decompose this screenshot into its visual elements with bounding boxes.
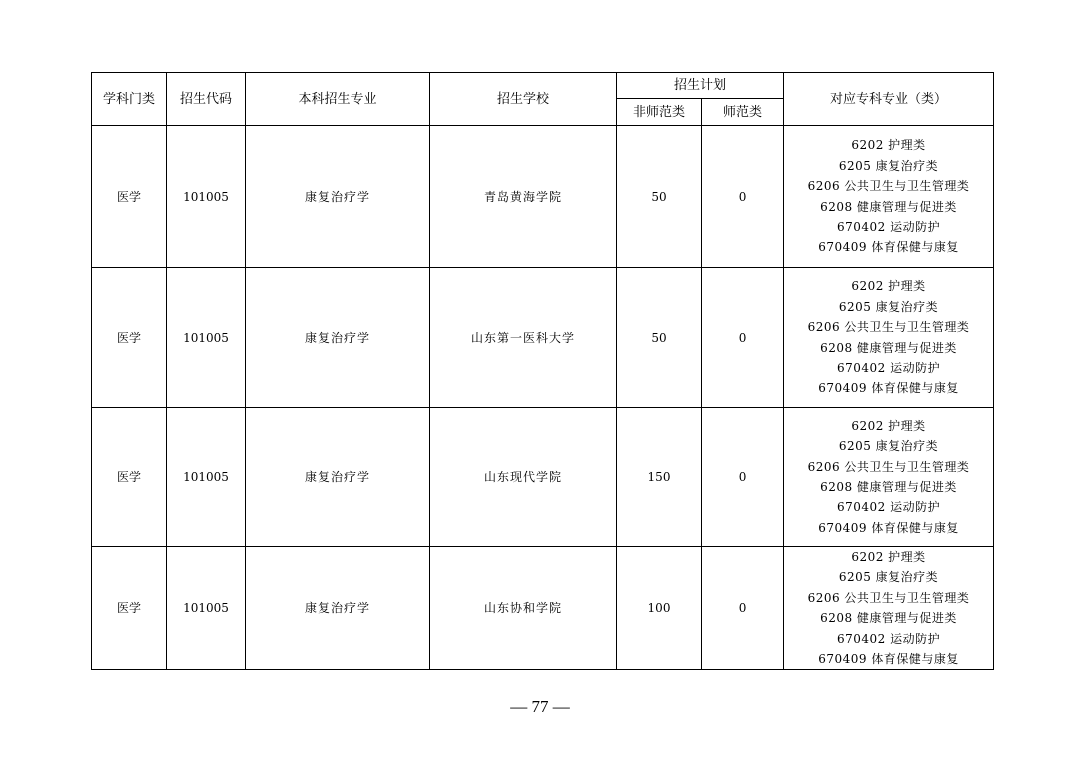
cell-normal: 0 [702,268,784,408]
major-line: 6206 公共卫生与卫生管理类 [807,459,970,474]
major-line: 6206 公共卫生与卫生管理类 [807,320,970,335]
cell-normal: 0 [702,408,784,547]
cell-code: 101005 [167,126,246,268]
major-line: 6205 康复治疗类 [838,158,939,173]
cell-non-normal: 50 [617,126,702,268]
major-line: 6202 护理类 [851,279,926,294]
major-line: 6208 健康管理与促进类 [820,340,957,355]
table-row [92,268,994,408]
cell-non-normal: 150 [617,408,702,547]
cell-category: 医学 [92,547,167,670]
cell-corresponding-majors [784,408,994,547]
major-line: 670402 运动防护 [836,219,941,234]
cell-major: 康复治疗学 [246,408,430,547]
major-line: 6205 康复治疗类 [838,570,939,585]
major-line: 670409 体育保健与康复 [818,520,959,535]
header-code: 招生代码 [167,73,246,126]
major-line: 6208 健康管理与促进类 [820,480,957,494]
cell-school: 青岛黄海学院 [430,126,617,268]
major-line: 6208 健康管理与促进类 [820,611,957,626]
header-non-normal: 非师范类 [617,99,702,126]
major-line: 670409 体育保健与康复 [818,652,959,667]
cell-non-normal: 100 [617,547,702,670]
header-category: 学科门类 [92,73,167,126]
cell-major: 康复治疗学 [246,547,430,670]
major-line: 670409 体育保健与康复 [818,240,959,255]
cell-major: 康复治疗学 [246,268,430,408]
cell-corresponding-majors [784,268,994,408]
cell-code: 101005 [167,408,246,547]
major-line: 6202 护理类 [851,138,926,153]
enrollment-table [91,72,994,670]
cell-category: 医学 [92,268,167,408]
major-line: 670402 运动防护 [836,500,941,515]
cell-major: 康复治疗学 [246,126,430,268]
cell-non-normal: 50 [617,268,702,408]
major-line: 670409 体育保健与康复 [818,381,959,396]
cell-category: 医学 [92,126,167,268]
cell-corresponding-majors [784,126,994,268]
cell-normal: 0 [702,547,784,670]
cell-corresponding-majors [784,547,994,670]
header-school: 招生学校 [430,73,617,126]
header-major: 本科招生专业 [246,73,430,126]
cell-school: 山东协和学院 [430,547,617,670]
cell-school: 山东现代学院 [430,408,617,547]
table-row [92,126,994,268]
header-normal: 师范类 [702,99,784,126]
major-line: 6202 护理类 [851,418,926,433]
major-line: 6205 康复治疗类 [838,439,939,454]
cell-normal: 0 [702,126,784,268]
cell-category: 医学 [92,408,167,547]
table-row [92,408,994,547]
major-line: 6206 公共卫生与卫生管理类 [807,590,970,605]
cell-code: 101005 [167,547,246,670]
cell-code: 101005 [167,268,246,408]
major-line: 670402 运动防护 [836,631,941,646]
table-row [92,547,994,670]
cell-school: 山东第一医科大学 [430,268,617,408]
major-line: 6206 公共卫生与卫生管理类 [807,179,970,194]
header-corresponding: 对应专科专业（类） [784,73,994,126]
header-plan: 招生计划 [617,73,784,99]
major-line: 670402 运动防护 [836,360,941,375]
major-line: 6202 护理类 [851,550,926,564]
major-line: 6205 康复治疗类 [838,299,939,314]
major-line: 6208 健康管理与促进类 [820,199,957,214]
page-number: — 77 — [510,697,570,716]
